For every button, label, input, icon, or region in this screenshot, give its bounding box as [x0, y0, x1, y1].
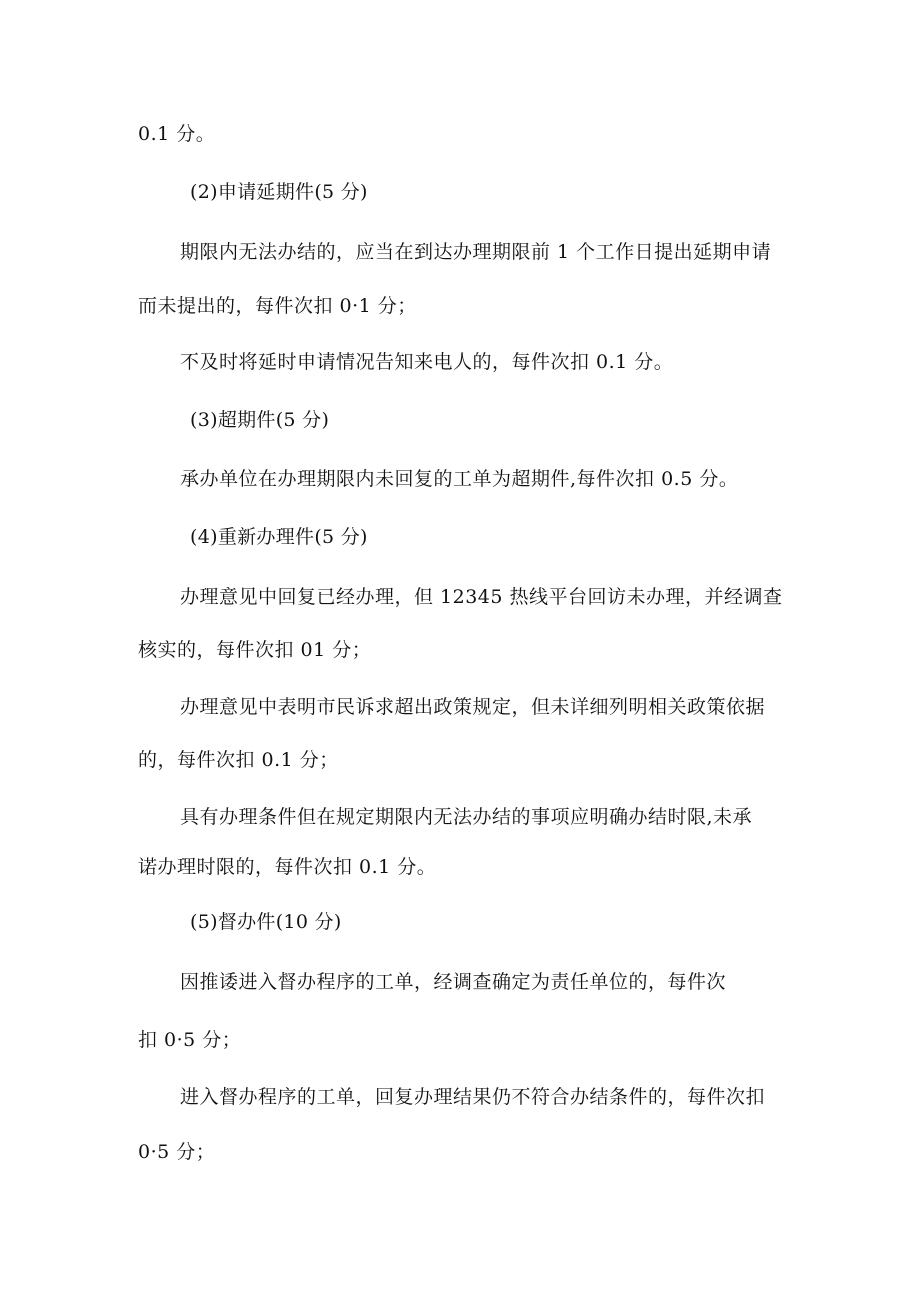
paragraph-line: 具有办理条件但在规定期限内无法办结的事项应明确办结时限,未承	[180, 806, 753, 828]
section-heading: (5)督办件(10 分)	[190, 911, 342, 933]
paragraph-line: 办理意见中表明市民诉求超出政策规定，但未详细列明相关政策依据	[180, 696, 766, 718]
paragraph-line: 0·5 分；	[138, 1141, 216, 1163]
paragraph-line: 期限内无法办结的，应当在到达办理期限前 1 个工作日提出延期申请	[180, 241, 772, 263]
paragraph-line: 扣 0·5 分；	[138, 1029, 242, 1051]
paragraph-line: 办理意见中回复已经办理，但 12345 热线平台回访未办理，并经调查	[180, 586, 783, 608]
paragraph-line: 不及时将延时申请情况告知来电人的，每件次扣 0.1 分。	[180, 351, 674, 373]
paragraph-line: 的，每件次扣 0.1 分；	[138, 749, 339, 771]
paragraph-line: 承办单位在办理期限内未回复的工单为超期件,每件次扣 0.5 分。	[180, 468, 739, 490]
paragraph-line: 核实的，每件次扣 01 分；	[138, 639, 372, 661]
section-heading: (2)申请延期件(5 分)	[190, 181, 368, 203]
paragraph-line: 因推诿进入督办程序的工单，经调查确定为责任单位的，每件次	[180, 971, 727, 993]
paragraph-line: 而未提出的，每件次扣 0·1 分；	[138, 295, 417, 317]
section-heading: (4)重新办理件(5 分)	[190, 526, 368, 548]
paragraph-line: 诺办理时限的，每件次扣 0.1 分。	[138, 856, 437, 878]
paragraph-line: 进入督办程序的工单，回复办理结果仍不符合办结条件的，每件次扣	[180, 1086, 766, 1108]
section-heading: (3)超期件(5 分)	[190, 409, 330, 431]
text-line: 0.1 分。	[138, 123, 216, 145]
